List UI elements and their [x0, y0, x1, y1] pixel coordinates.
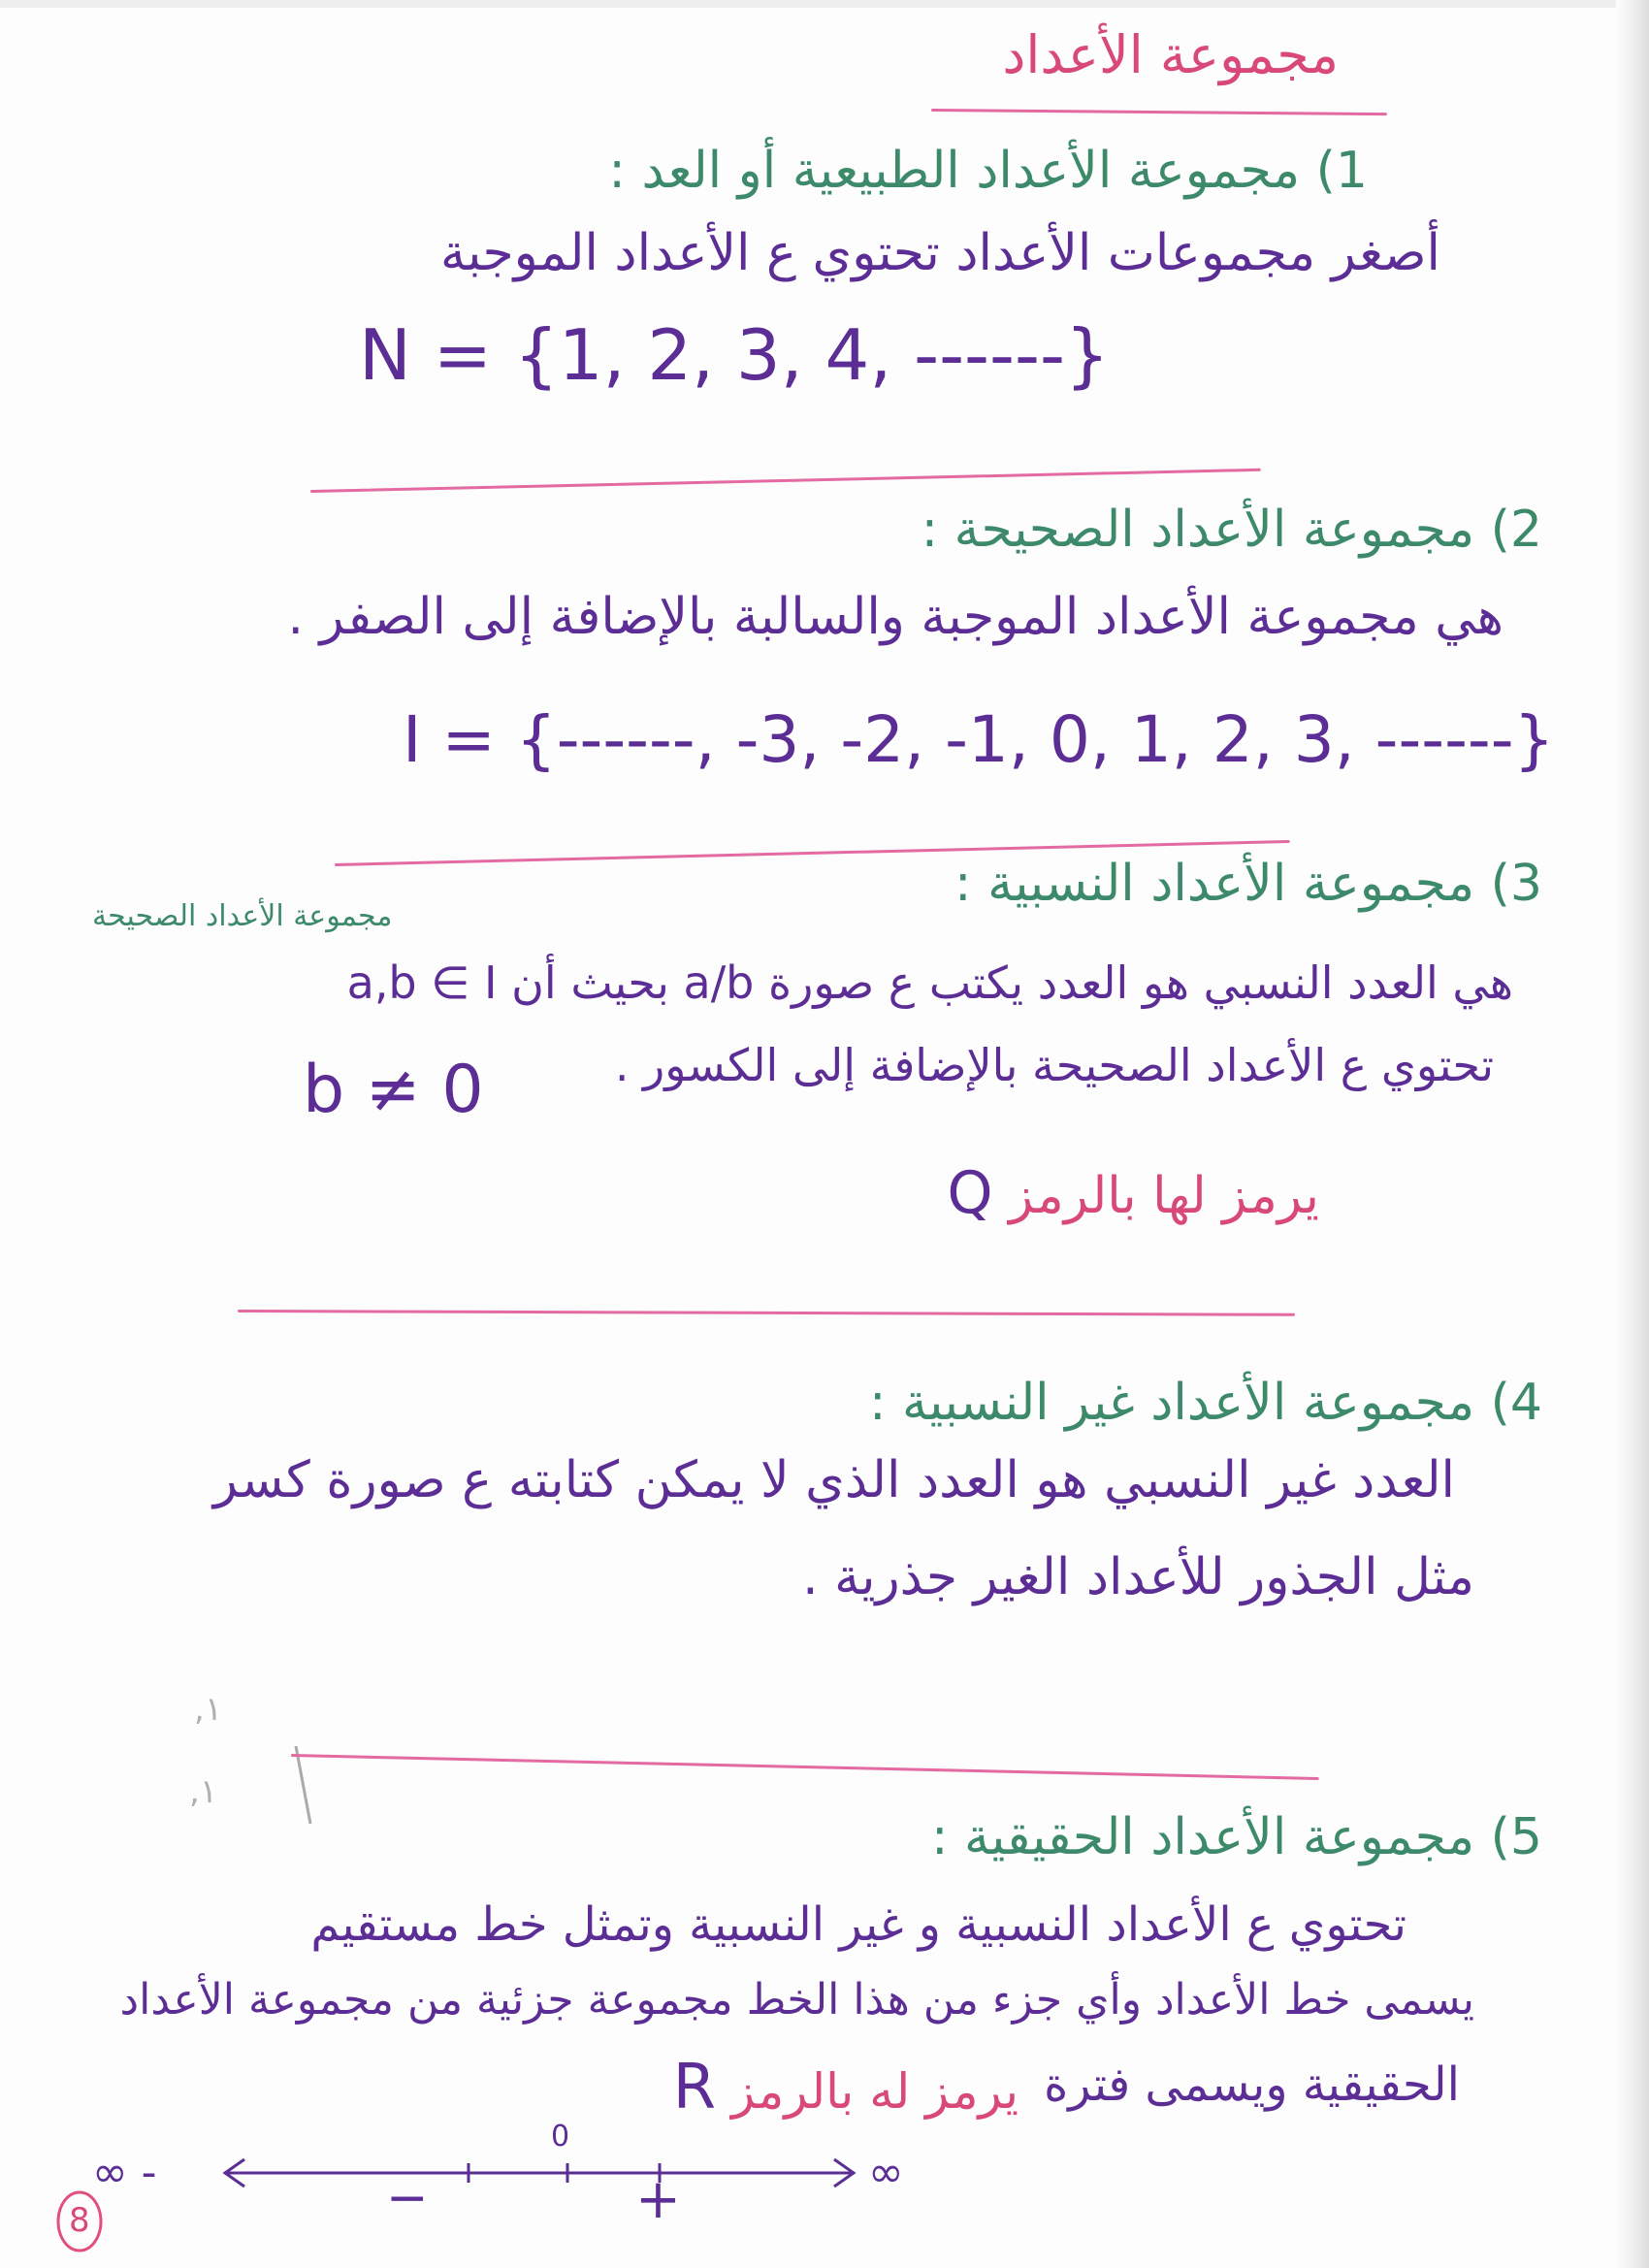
section-3-line-2: تحتوي ع الأعداد الصحيحة بالإضافة إلى الكسور .	[614, 1039, 1494, 1091]
section-1-formula: N = {1, 2, 3, 4, ------}	[359, 314, 1110, 396]
section-2-line-1: هي مجموعة الأعداد الموجبة والسالبة بالإضافة إلى الصفر .	[287, 588, 1504, 646]
section-1-title: مجموعة الأعداد الطبيعية أو العد :	[608, 142, 1301, 200]
number-line-right-label: ∞	[868, 2148, 904, 2197]
number-line-zero: 0	[551, 2120, 570, 2154]
margin-mark-2: ١,	[189, 1772, 218, 1811]
number-line-plus: +	[635, 2168, 681, 2231]
section-5-title: مجموعة الأعداد الحقيقية :	[930, 1808, 1475, 1866]
section-4-title: مجموعة الأعداد غير النسبية :	[868, 1374, 1475, 1432]
number-line-left-label: ∞ -	[92, 2148, 157, 2197]
section-4-number: 4)	[1490, 1374, 1542, 1432]
section-3-note: مجموعة الأعداد الصحيحة	[92, 899, 393, 933]
section-2-title: مجموعة الأعداد الصحيحة :	[921, 501, 1475, 559]
section-5-symbol: R	[672, 2052, 717, 2123]
section-4-line-1: العدد غير النسبي هو العدد الذي لا يمكن كتابته ع صورة كسر	[212, 1451, 1455, 1509]
section-1-number: 1)	[1315, 142, 1368, 200]
section-1-line-1: أصغر مجموعات الأعداد تحتوي ع الأعداد الموجبة	[439, 224, 1440, 282]
section-5-line-3: الحقيقية ويسمى فترة	[1044, 2057, 1460, 2112]
section-3-symbol-label: يرمز لها بالرمز	[1009, 1167, 1319, 1225]
section-3-number: 3)	[1490, 855, 1542, 913]
section-4-line-2: مثل الجذور للأعداد الغير جذرية .	[802, 1548, 1474, 1606]
section-5-number: 5)	[1490, 1808, 1542, 1866]
section-5-symbol-label: يرمز له بالرمز	[730, 2063, 1018, 2120]
page-title: مجموعة الأعداد	[1002, 24, 1339, 85]
number-line-minus: −	[386, 2169, 429, 2227]
section-5-line-1: تحتوي ع الأعداد النسبية و غير النسبية وتمثل خط مستقيم	[310, 1897, 1406, 1952]
section-5-line-2: يسمى خط الأعداد وأي جزء من هذا الخط مجموعة جزئية من مجموعة الأعداد	[119, 1975, 1474, 2025]
section-3-symbol: Q	[947, 1159, 993, 1227]
section-2-number: 2)	[1490, 501, 1542, 559]
margin-mark-1: ١,	[194, 1690, 223, 1729]
section-2-formula: I = {------, -3, -2, -1, 0, 1, 2, 3, ------}	[403, 702, 1555, 777]
section-3-condition: b ≠ 0	[303, 1052, 484, 1128]
section-3-line-1: هي العدد النسبي هو العدد يكتب ع صورة a/b بحيث أن a,b ∈ I	[346, 956, 1513, 1009]
section-3-title: مجموعة الأعداد النسبية :	[954, 855, 1475, 913]
page-number: 8	[69, 2201, 90, 2240]
